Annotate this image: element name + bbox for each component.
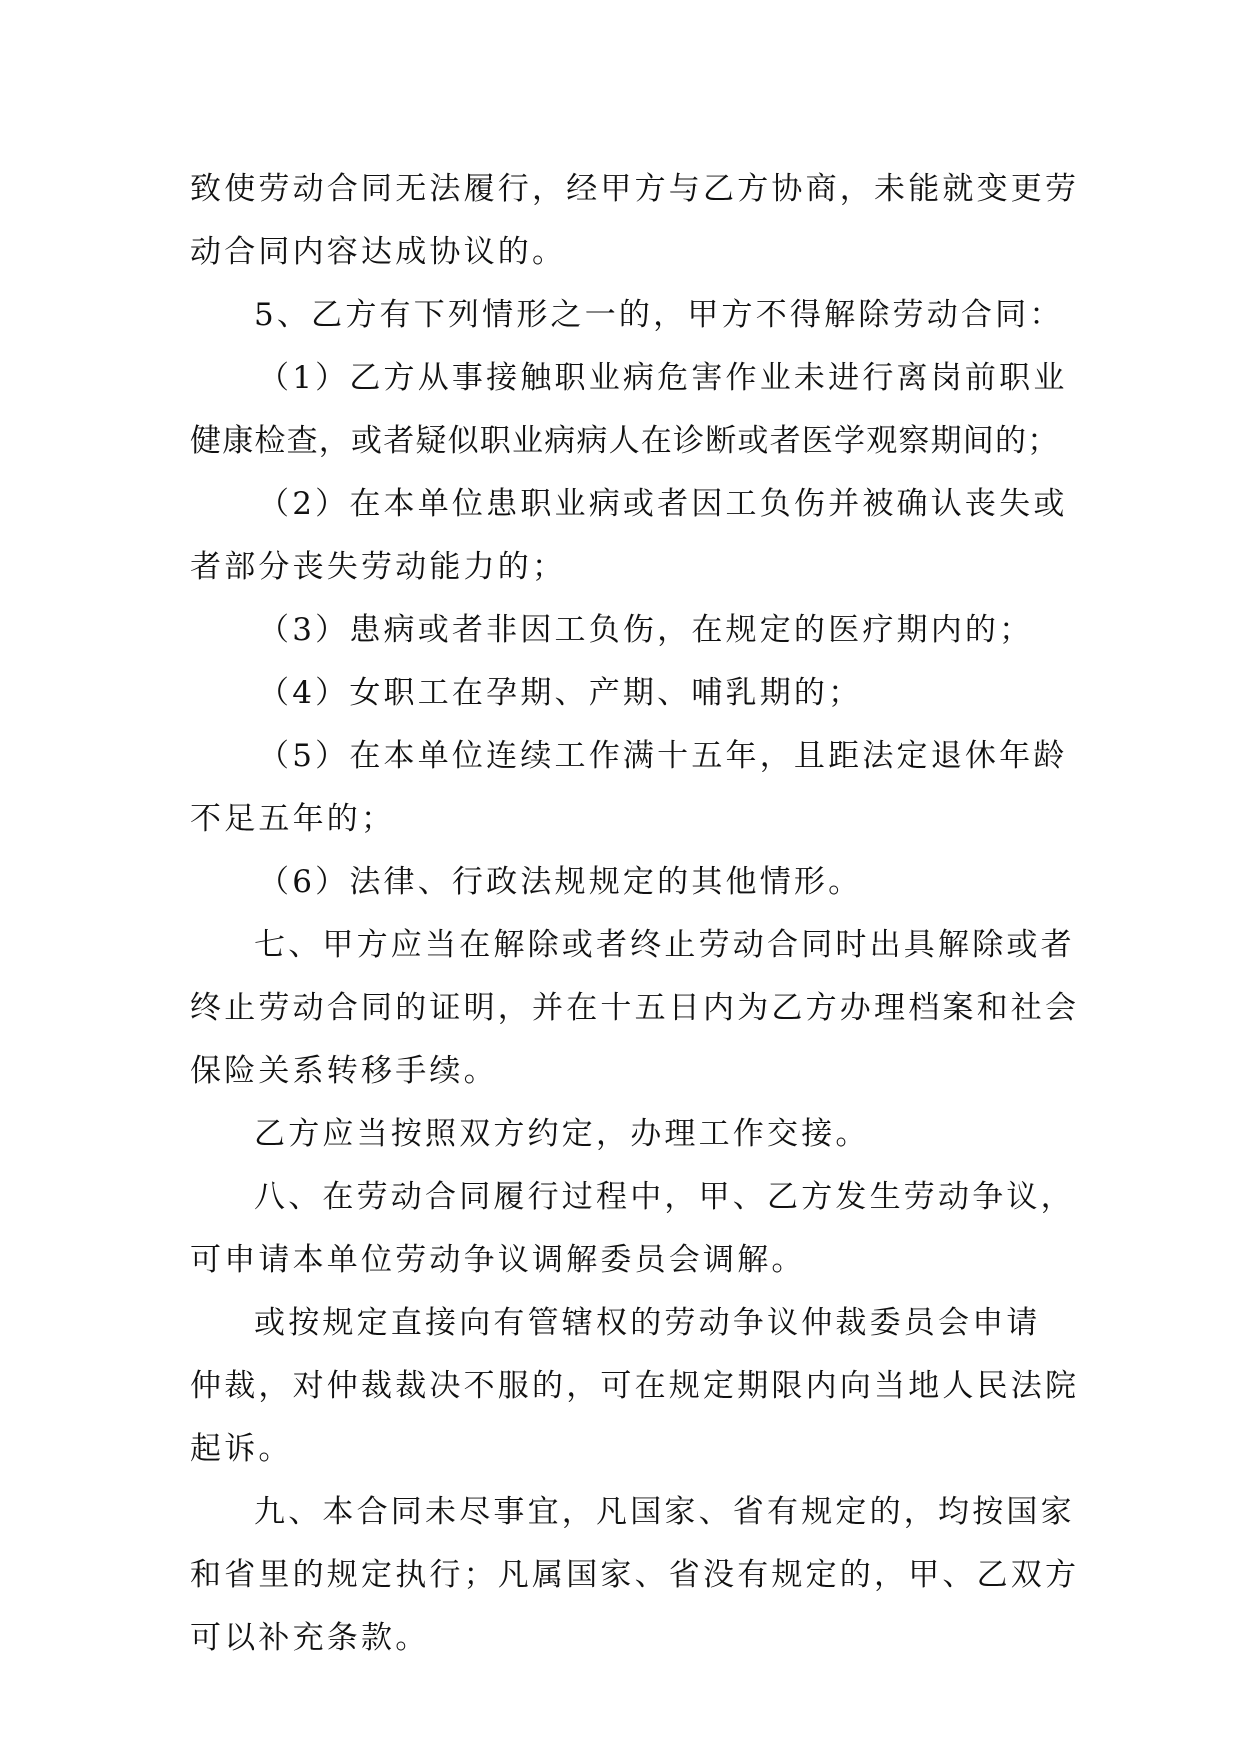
text-line: 可以补充条款。 (190, 1620, 430, 1656)
clause-item: （6）法律、行政法规规定的其他情形。 (258, 864, 863, 900)
clause-item: （1）乙方从事接触职业病危害作业未进行离岗前职业 (258, 360, 1068, 396)
text-line: 健康检查，或者疑似职业病病人在诊断或者医学观察期间的； (190, 423, 1060, 459)
text-line: 可申请本单位劳动争议调解委员会调解。 (190, 1242, 806, 1278)
clause-item: （2）在本单位患职业病或者因工负伤并被确认丧失或 (258, 486, 1068, 522)
clause-heading: 5、乙方有下列情形之一的，甲方不得解除劳动合同： (254, 297, 1064, 333)
clause-item: （5）在本单位连续工作满十五年，且距法定退休年龄 (258, 738, 1068, 774)
text-line: 者部分丧失劳动能力的； (190, 549, 567, 585)
text-line: 仲裁，对仲裁裁决不服的，可在规定期限内向当地人民法院 (190, 1368, 1080, 1404)
text-line: 终止劳动合同的证明，并在十五日内为乙方办理档案和社会 (190, 990, 1080, 1026)
paragraph-line: 或按规定直接向有管辖权的劳动争议仲裁委员会申请 (254, 1305, 1041, 1341)
clause-heading: 八、在劳动合同履行过程中，甲、乙方发生劳动争议， (254, 1179, 1075, 1215)
paragraph-line: 乙方应当按照双方约定，办理工作交接。 (254, 1116, 870, 1152)
clause-heading: 七、甲方应当在解除或者终止劳动合同时出具解除或者 (254, 927, 1075, 963)
contract-text (190, 158, 1080, 1670)
text-line: 不足五年的； (190, 801, 396, 837)
clause-heading: 九、本合同未尽事宜，凡国家、省有规定的，均按国家 (254, 1494, 1075, 1530)
clause-item: （3）患病或者非因工负伤，在规定的医疗期内的； (258, 612, 1034, 648)
text-line: 致使劳动合同无法履行，经甲方与乙方协商，未能就变更劳 (190, 171, 1080, 207)
text-line: 和省里的规定执行；凡属国家、省没有规定的，甲、乙双方 (190, 1557, 1080, 1593)
text-line: 保险关系转移手续。 (190, 1053, 498, 1089)
text-line: 起诉。 (190, 1431, 293, 1467)
text-line: 动合同内容达成协议的。 (190, 234, 567, 270)
clause-item: （4）女职工在孕期、产期、哺乳期的； (258, 675, 863, 711)
